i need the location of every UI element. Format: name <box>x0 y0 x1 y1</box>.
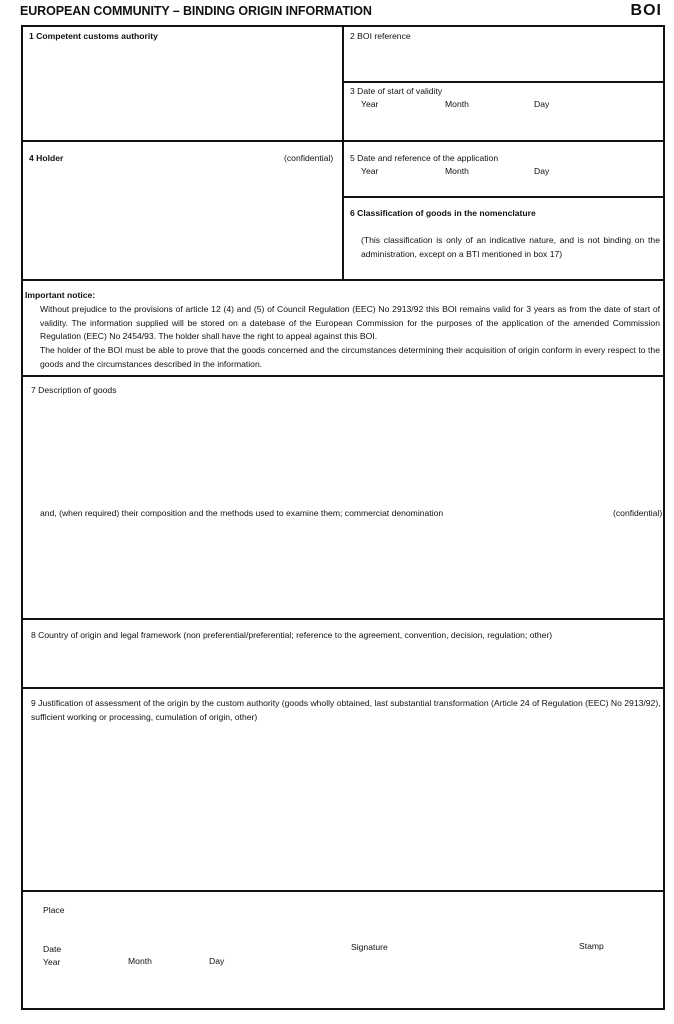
box-7-description-of-goods[interactable] <box>21 375 665 620</box>
place-label: Place <box>43 905 65 915</box>
box-9-label: 9 Justification of assessment of the origin by the custom authority (goods wholly obtained, last substantial transformation (Article 24 of Regulation (EEC) No 2913/92), sufficient working or processing, cumulation of origin, other) <box>31 698 661 722</box>
signature-label: Signature <box>351 942 388 952</box>
date-month-label: Month <box>128 956 152 966</box>
box-3-month: Month <box>445 99 469 109</box>
box-5-label: 5 Date and reference of the application <box>350 153 499 163</box>
box-6-text: (This classification is only of an indicative nature, and is not binding on the administration, except on a BTI mentioned in box 17) <box>361 235 660 259</box>
form-title: EUROPEAN COMMUNITY – BINDING ORIGIN INFORMATION <box>20 4 372 18</box>
box-5-year: Year <box>361 166 379 176</box>
box-1-competent-authority[interactable] <box>21 25 344 142</box>
date-label: Date <box>43 944 62 954</box>
box-7-confidential: (confidential) <box>613 508 663 518</box>
box-4-label: 4 Holder <box>29 153 64 163</box>
date-year-label: Year <box>43 957 61 967</box>
box-4-confidential: (confidential) <box>284 153 334 163</box>
box-6-classification[interactable] <box>342 196 665 281</box>
date-day-label: Day <box>209 956 225 966</box>
box-3-validity-date[interactable] <box>342 81 665 142</box>
notice-title: Important notice: <box>25 290 96 300</box>
box-3-day: Day <box>534 99 550 109</box>
box-3-year: Year <box>361 99 379 109</box>
box-4-holder[interactable] <box>21 140 344 281</box>
notice-paragraph-1: Without prejudice to the provisions of article 12 (4) and (5) of Council Regulation (EEC) No 2913/92 this BOI remains valid for 3 years as from the date of start of validity. The information supplied will be stored on a datebase of the European Commission for the purposes of the application of the amended Commission Regulation (EEC) No 2454/93. The holder shall have the right to appeal against this BOI. <box>40 304 660 341</box>
notice-paragraph-2: The holder of the BOI must be able to prove that the goods concerned and the circumstances determining their acquisition of origin conform in every respect to the goods and the circumstances described in the information. <box>40 345 660 369</box>
box-5-day: Day <box>534 166 550 176</box>
box-2-label: 2 BOI reference <box>350 31 411 41</box>
box-5-month: Month <box>445 166 469 176</box>
form-code: BOI <box>630 2 662 19</box>
box-6-label: 6 Classification of goods in the nomenclature <box>350 208 536 218</box>
box-7-label: 7 Description of goods <box>31 385 117 395</box>
signature-area[interactable] <box>21 890 665 1010</box>
box-3-label: 3 Date of start of validity <box>350 86 443 96</box>
box-9-justification[interactable] <box>21 687 665 892</box>
box-7-subtext: and, (when required) their composition and the methods used to examine them; commerciat denomination <box>40 508 444 518</box>
box-1-label: 1 Competent customs authority <box>29 31 158 41</box>
box-8-country-of-origin[interactable] <box>21 618 665 689</box>
box-8-label: 8 Country of origin and legal framework (non preferential/preferential; reference to the agreement, convention, decision, regulation; other) <box>31 630 553 640</box>
box-5-application-date[interactable] <box>342 140 665 198</box>
box-2-boi-reference[interactable] <box>342 25 665 83</box>
stamp-label: Stamp <box>579 941 604 951</box>
important-notice <box>21 279 665 377</box>
